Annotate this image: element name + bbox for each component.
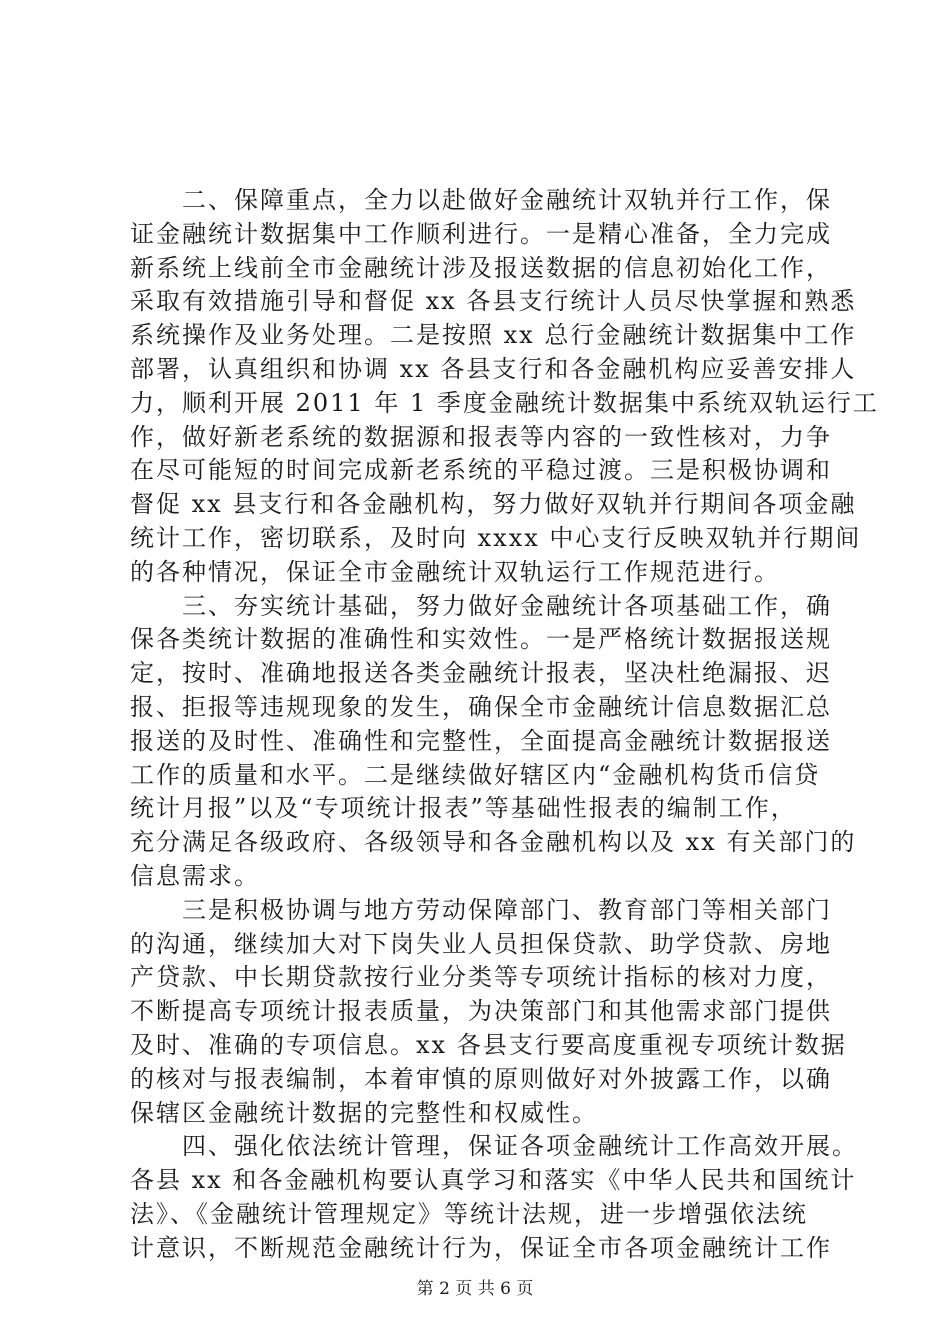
text-line: 法》、《金融统计管理规定》等统计法规，进一步增强依法统: [130, 1199, 808, 1228]
text-line: 保各类统计数据的准确性和实效性。一是严格统计数据报送规: [130, 625, 832, 654]
page-number-footer: 第 2 页 共 6 页: [416, 1279, 534, 1299]
text-line: 三、夯实统计基础，努力做好金融统计各项基础工作，确: [130, 591, 832, 620]
text-line: 在尽可能短的时间完成新老系统的平稳过渡。三是积极协调和: [130, 456, 832, 485]
text-line: 统计月报”以及“专项统计报表”等基础性报表的编制工作，: [130, 794, 797, 823]
text-line: 不断提高专项统计报表质量，为决策部门和其他需求部门提供: [130, 997, 832, 1026]
text-line: 信息需求。: [130, 861, 260, 890]
text-line: 定，按时、准确地报送各类金融统计报表，坚决杜绝漏报、迟: [130, 659, 832, 688]
document-body: [130, 184, 879, 1266]
text-line: 报、拒报等违规现象的发生，确保全市金融统计信息数据汇总: [130, 692, 832, 721]
text-line: 充分满足各级政府、各级领导和各金融机构以及 xx 有关部门的: [130, 828, 857, 857]
text-line: 计意识，不断规范金融统计行为，保证全市各项金融统计工作: [130, 1233, 832, 1262]
text-line: 保辖区金融统计数据的完整性和权威性。: [130, 1098, 598, 1127]
text-line: 督促 xx 县支行和各金融机构，努力做好双轨并行期间各项金融: [130, 490, 857, 519]
text-line: 四、强化依法统计管理，保证各项金融统计工作高效开展。: [130, 1132, 858, 1161]
text-line: 作，做好新老系统的数据源和报表等内容的一致性核对，力争: [130, 422, 832, 451]
text-line: 二、保障重点，全力以赴做好金融统计双轨并行工作，保: [130, 186, 832, 214]
text-line: 新系统上线前全市金融统计涉及报送数据的信息初始化工作，: [130, 253, 832, 282]
text-line: 及时、准确的专项信息。xx 各县支行要高度重视专项统计数据: [130, 1030, 847, 1059]
text-line: 工作的质量和水平。二是继续做好辖区内“金融机构货币信贷: [130, 760, 821, 789]
text-line: 统计工作，密切联系，及时向 xxxx 中心支行反映双轨并行期间: [130, 523, 862, 552]
text-line: 产贷款、中长期贷款按行业分类等专项统计指标的核对力度，: [130, 963, 832, 992]
text-line: 的沟通，继续加大对下岗失业人员担保贷款、助学贷款、房地: [130, 929, 832, 958]
text-line: 各县 xx 和各金融机构要认真学习和落实《中华人民共和国统计: [130, 1166, 857, 1195]
text-line: 采取有效措施引导和督促 xx 各县支行统计人员尽快掌握和熟悉: [130, 287, 857, 316]
text-line: 报送的及时性、准确性和完整性，全面提高金融统计数据报送: [130, 726, 832, 755]
text-line: 力，顺利开展 2011 年 1 季度金融统计数据集中系统双轨运行工: [130, 388, 879, 417]
text-line: 三是积极协调与地方劳动保障部门、教育部门等相关部门: [130, 895, 832, 924]
text-line: 证金融统计数据集中工作顺利进行。一是精心准备，全力完成: [130, 219, 832, 248]
text-line: 的核对与报表编制，本着审慎的原则做好对外披露工作，以确: [130, 1064, 832, 1093]
text-line: 的各种情况，保证全市金融统计双轨运行工作规范进行。: [130, 557, 780, 586]
text-line: 部署，认真组织和协调 xx 各县支行和各金融机构应妥善安排人: [130, 354, 857, 383]
text-line: 系统操作及业务处理。二是按照 xx 总行金融统计数据集中工作: [130, 321, 857, 350]
